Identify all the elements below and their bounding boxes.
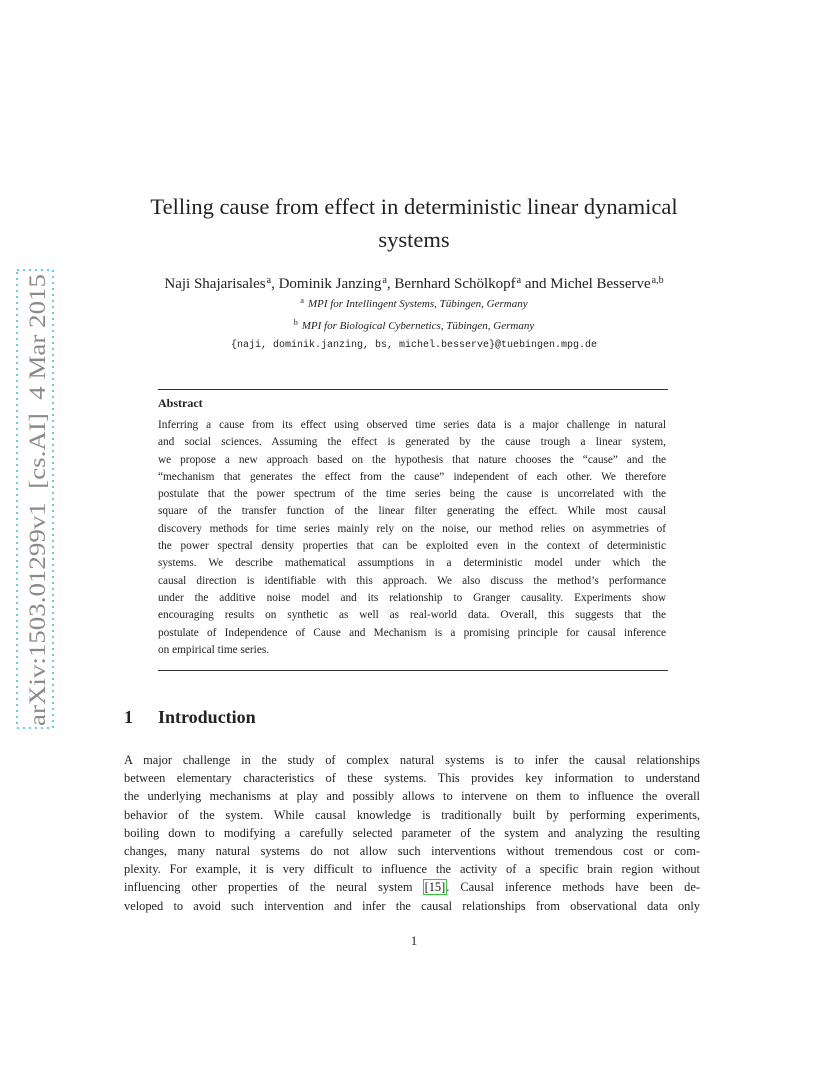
arxiv-identifier-stamp [15, 268, 55, 730]
abstract-line: on empirical time series. [158, 643, 270, 656]
paragraph-line: changes, many natural systems do not allow such interventions without tremendous cost or com- [124, 843, 700, 858]
abstract-line: square of the transfer function of the linear filter generating the effect. While most causal [158, 505, 666, 518]
affiliation-mark: b [293, 318, 298, 327]
section-heading [124, 707, 256, 728]
section-title: Introduction [158, 707, 256, 727]
author-affiliation-mark: a [266, 275, 272, 286]
author-list [90, 271, 738, 294]
affiliation-text: MPI for Biological Cybernetics, Tübingen, Germany [301, 320, 535, 332]
abstract-bottom-rule [158, 670, 668, 671]
abstract-line: the power spectral density properties that can be exploited even in the context of deterministic [158, 540, 666, 553]
paragraph-line: behavior of the system. While causal knowledge is traditionally built by performing experiments, [124, 807, 700, 822]
paragraph-line [124, 878, 700, 896]
paragraph-line: A major challenge in the study of complex natural systems is to infer the causal relationships [124, 753, 700, 767]
paper-title [120, 190, 708, 256]
abstract-line: under the additive noise model and its relationship to Granger causality. Experiments show [158, 591, 666, 604]
author-name: Michel Besserve [550, 276, 651, 292]
affiliation-text: MPI for Intellingent Systems, Tübingen, Germany [307, 298, 528, 310]
abstract-line: we propose a new approach based on the hypothesis that nature chooses the “cause” and the [158, 453, 666, 466]
abstract-line: Inferring a cause from its effect using observed time series data is a major challenge in natural [158, 419, 666, 431]
paragraph-line: the underlying mechanisms at play and possibly allows to intervene on them to influence the overall [124, 789, 700, 804]
paragraph-line-text: . Causal inference methods have been de- [446, 880, 700, 895]
abstract-body [158, 417, 666, 659]
author-name: Naji Shajarisales [164, 276, 266, 292]
abstract-heading: Abstract [158, 396, 203, 410]
abstract-top-rule [158, 389, 668, 390]
paragraph-line: boiling down to modifying a carefully selected parameter of the system and analyzing the resulting [124, 825, 700, 840]
affiliation [140, 296, 688, 310]
abstract-line: postulate of Independence of Cause and Mechanism is a promising principle for causal inference [158, 626, 666, 639]
abstract-line: “mechanism that generates the effect from the cause” independent of each other. We therefore [158, 470, 666, 483]
section-number: 1 [124, 707, 133, 727]
abstract-line: postulate that the power spectrum of the time series being the cause is uncorrelated with the [158, 488, 666, 501]
abstract-line: encouraging results on synthetic as well as real-world data. Overall, this suggests that the [158, 609, 666, 622]
title-line-2: systems [378, 227, 450, 252]
affiliation [140, 318, 688, 332]
paragraph-line: veloped to avoid such intervention and infer the causal relationships from observational data only [124, 898, 700, 913]
author-affiliation-mark: a [516, 275, 522, 286]
author-affiliation-mark: a [382, 275, 387, 286]
introduction-paragraph [124, 751, 700, 915]
author-name: Dominik Janzing [278, 276, 382, 292]
title-line-1: Telling cause from effect in deterministic linear dynamical [150, 194, 678, 219]
arxiv-stamp-text: arXiv:1503.01299v1 [cs.AI] 4 Mar 2015 [25, 331, 51, 726]
author-separator: and [521, 276, 551, 292]
abstract-line: causal direction is identifiable with this approach. We also discuss the method’s performance [158, 574, 666, 587]
paragraph-line-text: influencing other properties of the neural system [124, 880, 424, 895]
affiliation-mark: a [300, 296, 304, 305]
author-name: Bernhard Schölkopf [394, 276, 516, 292]
author-emails: {naji, dominik.janzing, bs, michel.besserve}@tuebingen.mpg.de [230, 340, 598, 351]
page-number: 1 [410, 934, 418, 948]
paragraph-line: plexity. For example, it is very difficult to influence the activity of a specific brain region without [124, 862, 700, 877]
author-separator: , [386, 276, 395, 292]
abstract-line: discovery methods for time series mainly rely on the noise, our method relies on asymmetries of [158, 522, 666, 535]
paragraph-line: between elementary characteristics of these systems. This provides key information to understand [124, 771, 700, 786]
author-affiliation-mark: a,b [651, 275, 664, 286]
abstract-line: systems. We describe mathematical assumptions in a deterministic model under which the [158, 557, 666, 570]
author-separator: , [271, 276, 279, 292]
arxiv-stamp-graphic [15, 268, 55, 730]
abstract-line: and social sciences. Assuming the effect is generated by the cause trough a linear system, [158, 436, 666, 449]
citation-link[interactable]: [15] [424, 880, 446, 895]
